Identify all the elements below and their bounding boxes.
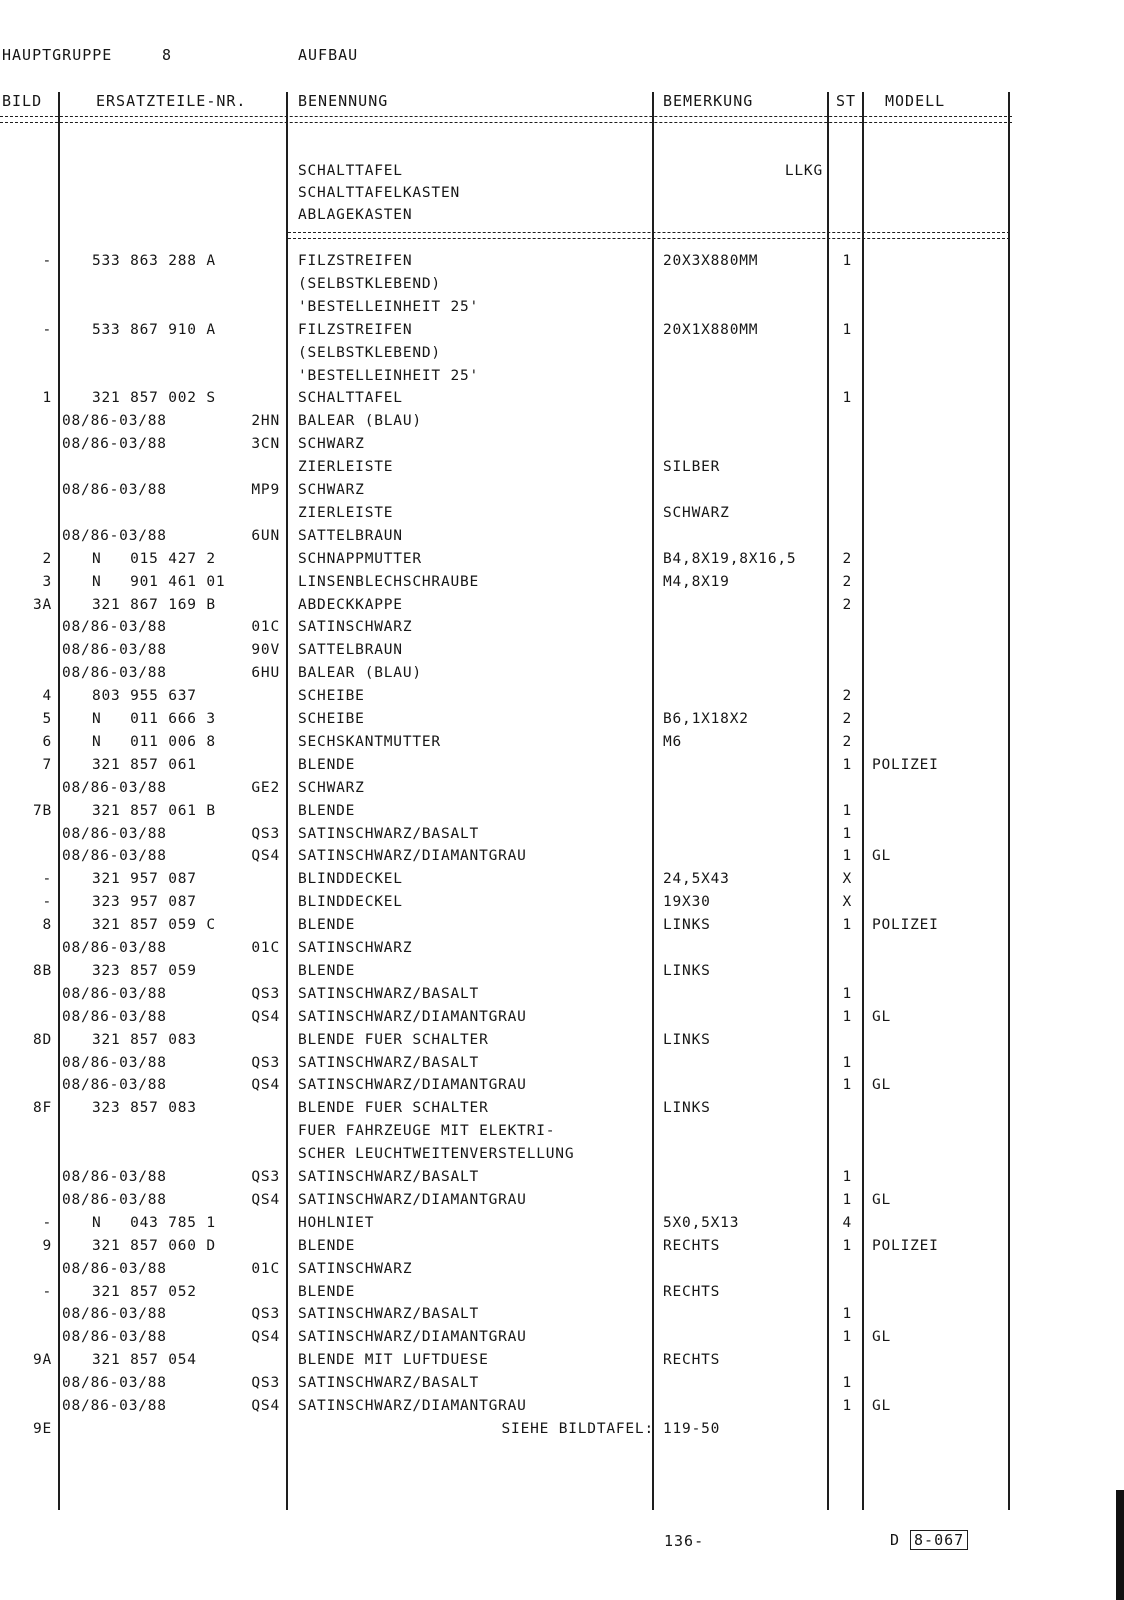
table-row (0, 571, 1124, 593)
remark: 5X0,5X13 (663, 1214, 740, 1231)
quantity: 2 (842, 711, 852, 727)
table-row (0, 1006, 1124, 1028)
designation: SCHALTTAFEL (298, 390, 403, 407)
designation: ZIERLEISTE (298, 504, 394, 521)
picture-number: 4 (42, 688, 52, 705)
designation: SATINSCHWARZ/BASALT (298, 1306, 480, 1323)
table-row (0, 983, 1124, 1005)
date-range: 08/86-03/88 (62, 825, 167, 842)
column-header-st: ST (836, 92, 857, 110)
part-number: 323 857 083 (92, 1100, 197, 1117)
date-range: 08/86-03/88 (62, 1398, 167, 1414)
remark: 19X30 (663, 894, 711, 911)
picture-number: 2 (42, 550, 52, 567)
part-number: N 011 666 3 (92, 711, 216, 727)
group-number: 8 (162, 46, 173, 64)
table-row (0, 937, 1124, 959)
quantity: 2 (842, 573, 852, 590)
date-range: 08/86-03/88 (62, 848, 167, 865)
date-range: 08/86-03/88 (62, 1191, 167, 1208)
part-number: 323 857 059 (92, 962, 197, 979)
table-row (0, 525, 1124, 547)
designation: SCHWARZ (298, 779, 365, 796)
date-range: 08/86-03/88 (62, 1375, 167, 1392)
table-row (0, 1258, 1124, 1280)
date-range: 08/86-03/88 (62, 1306, 167, 1323)
date-range: 08/86-03/88 (62, 413, 167, 430)
color-code: 01C (251, 619, 280, 636)
remark: B4,8X19,8X16,5 (663, 550, 797, 567)
color-code: 3CN (251, 436, 280, 453)
table-row (0, 1166, 1124, 1188)
model: POLIZEI (872, 917, 939, 934)
column-header-ersatzteil: ERSATZTEILE-NR. (96, 92, 247, 110)
table-row (0, 410, 1124, 432)
table-row (0, 548, 1124, 570)
part-number: 533 867 910 A (92, 321, 216, 338)
table-row (0, 1143, 1124, 1165)
column-header-benennung: BENENNUNG (298, 92, 389, 110)
quantity: 1 (842, 1398, 852, 1414)
quantity: 1 (842, 390, 852, 407)
model: GL (872, 1329, 892, 1346)
designation: SCHNAPPMUTTER (298, 550, 422, 567)
date-range: 08/86-03/88 (62, 482, 167, 498)
designation: SATINSCHWARZ/DIAMANTGRAU (298, 1008, 527, 1025)
designation: BLENDE FUER SCHALTER (298, 1031, 489, 1048)
designation: (SELBSTKLEBEND) (298, 275, 441, 292)
table-row (0, 1029, 1124, 1051)
section-title: SCHALTTAFELKASTEN (298, 185, 461, 201)
designation: FUER FAHRZEUGE MIT ELEKTRI- (298, 1123, 556, 1140)
table-row (0, 662, 1124, 684)
table-row (0, 296, 1124, 318)
scan-edge (1116, 1490, 1124, 1600)
table-row (0, 891, 1124, 913)
table-row (0, 250, 1124, 272)
model: GL (872, 1077, 892, 1094)
designation: SATINSCHWARZ (298, 1260, 413, 1277)
part-number: 321 857 061 (92, 756, 197, 773)
date-range: 08/86-03/88 (62, 642, 167, 659)
designation: BLENDE (298, 756, 356, 773)
date-range: 08/86-03/88 (62, 1260, 167, 1277)
quantity: 1 (842, 1054, 852, 1071)
designation: SATINSCHWARZ/DIAMANTGRAU (298, 1398, 527, 1414)
picture-number: - (42, 1214, 52, 1231)
designation: SCHEIBE (298, 711, 365, 727)
part-number: 321 857 002 S (92, 390, 216, 407)
table-row (0, 914, 1124, 936)
model: POLIZEI (872, 756, 939, 773)
designation: SATTELBRAUN (298, 642, 403, 659)
color-code: 6UN (251, 527, 280, 544)
date-range: 08/86-03/88 (62, 1329, 167, 1346)
designation: SATINSCHWARZ/BASALT (298, 1169, 480, 1185)
part-number: 803 955 637 (92, 688, 197, 705)
part-number: 321 857 059 C (92, 917, 216, 934)
date-range: 08/86-03/88 (62, 779, 167, 796)
designation: BLENDE FUER SCHALTER (298, 1100, 489, 1117)
designation: HOHLNIET (298, 1214, 375, 1231)
designation: SATINSCHWARZ (298, 619, 413, 636)
quantity: 1 (842, 802, 852, 819)
picture-number: 3 (42, 573, 52, 590)
model: GL (872, 848, 892, 865)
section-note: LLKG (784, 163, 823, 179)
designation: BLENDE MIT LUFTDUESE (298, 1352, 489, 1369)
color-code: QS4 (251, 848, 280, 865)
table-row (0, 1189, 1124, 1211)
date-range: 08/86-03/88 (62, 1169, 167, 1185)
table-row (0, 1235, 1124, 1257)
quantity: 1 (842, 848, 852, 865)
table-row (0, 800, 1124, 822)
remark: SILBER (663, 459, 721, 476)
color-code: QS3 (251, 1306, 280, 1323)
designation: BALEAR (BLAU) (298, 413, 422, 430)
quantity: 2 (842, 596, 852, 613)
table-row (0, 960, 1124, 982)
picture-number: 8 (42, 917, 52, 934)
color-code: 90V (251, 642, 280, 659)
color-code: 6HU (251, 665, 280, 682)
table-row (0, 387, 1124, 409)
remark: SCHWARZ (663, 504, 730, 521)
quantity: 1 (842, 1306, 852, 1323)
designation: SATINSCHWARZ/DIAMANTGRAU (298, 1191, 527, 1208)
table-row (0, 1074, 1124, 1096)
color-code: QS4 (251, 1398, 280, 1414)
model: GL (872, 1008, 892, 1025)
part-number: 321 957 087 (92, 871, 197, 888)
part-number: 321 867 169 B (92, 596, 216, 613)
designation: BLENDE (298, 1237, 356, 1254)
remark: RECHTS (663, 1352, 721, 1369)
picture-number: 7 (42, 756, 52, 773)
section-title: ABLAGEKASTEN (298, 207, 413, 223)
designation: BLENDE (298, 802, 356, 819)
model: POLIZEI (872, 1237, 939, 1254)
section-divider (288, 232, 1010, 239)
date-range: 08/86-03/88 (62, 619, 167, 636)
quantity: 1 (842, 1237, 852, 1254)
table-row (0, 365, 1124, 387)
quantity: X (842, 894, 852, 911)
model: GL (872, 1191, 892, 1208)
remark: RECHTS (663, 1237, 721, 1254)
model: GL (872, 1398, 892, 1414)
table-row (0, 1349, 1124, 1371)
table-row (0, 273, 1124, 295)
quantity: 1 (842, 321, 852, 338)
designation: SECHSKANTMUTTER (298, 733, 441, 750)
designation: SATINSCHWARZ/BASALT (298, 1054, 480, 1071)
quantity: 1 (842, 1169, 852, 1185)
part-number: 321 857 083 (92, 1031, 197, 1048)
part-number: 321 857 061 B (92, 802, 216, 819)
picture-number: - (42, 1283, 52, 1300)
picture-number: 9 (42, 1237, 52, 1254)
quantity: 4 (842, 1214, 852, 1231)
remark: M4,8X19 (663, 573, 730, 590)
table-row (0, 1097, 1124, 1119)
page-number: 136- (664, 1532, 705, 1550)
picture-number: 7B (32, 802, 52, 819)
table-row (0, 1052, 1124, 1074)
group-name: AUFBAU (298, 46, 359, 64)
quantity: 1 (842, 1191, 852, 1208)
color-code: QS3 (251, 825, 280, 842)
table-row (0, 1281, 1124, 1303)
table-row (0, 639, 1124, 661)
designation: 'BESTELLEINHEIT 25' (298, 367, 480, 384)
part-number: N 015 427 2 (92, 550, 216, 567)
designation: 'BESTELLEINHEIT 25' (298, 298, 480, 315)
remark: LINKS (663, 1031, 711, 1048)
date-range: 08/86-03/88 (62, 985, 167, 1002)
group-label: HAUPTGRUPPE (2, 46, 113, 64)
quantity: 1 (842, 1329, 852, 1346)
designation: SATINSCHWARZ/DIAMANTGRAU (298, 1077, 527, 1094)
designation: SCHEIBE (298, 688, 365, 705)
table-row (0, 1372, 1124, 1394)
part-number: N 043 785 1 (92, 1214, 216, 1231)
section-title: SCHALTTAFEL (298, 163, 403, 179)
designation: SATINSCHWARZ/BASALT (298, 1375, 480, 1392)
part-number: N 011 006 8 (92, 733, 216, 750)
table-row (0, 685, 1124, 707)
table-row (0, 342, 1124, 364)
color-code: QS4 (251, 1329, 280, 1346)
picture-number: 8B (32, 962, 52, 979)
quantity: 1 (842, 917, 852, 934)
picture-number: 8F (32, 1100, 52, 1117)
part-number: 321 857 060 D (92, 1237, 216, 1254)
color-code: GE2 (251, 779, 280, 796)
designation: FILZSTREIFEN (298, 253, 413, 269)
column-header-bemerkung: BEMERKUNG (663, 92, 754, 110)
picture-number: 3A (32, 596, 52, 613)
part-number: 321 857 052 (92, 1283, 197, 1300)
color-code: QS3 (251, 1054, 280, 1071)
color-code: 01C (251, 1260, 280, 1277)
table-row (0, 777, 1124, 799)
table-row (0, 731, 1124, 753)
column-header-modell: MODELL (885, 92, 946, 110)
designation: BALEAR (BLAU) (298, 665, 422, 682)
designation: SCHER LEUCHTWEITENVERSTELLUNG (298, 1146, 575, 1163)
designation: SATINSCHWARZ/BASALT (298, 825, 480, 842)
remark: 20X3X880MM (663, 253, 759, 269)
color-code: QS3 (251, 1375, 280, 1392)
table-row (0, 823, 1124, 845)
designation: SATTELBRAUN (298, 527, 403, 544)
color-code: MP9 (251, 482, 280, 498)
date-range: 08/86-03/88 (62, 436, 167, 453)
remark: LINKS (663, 962, 711, 979)
date-range: 08/86-03/88 (62, 665, 167, 682)
quantity: 2 (842, 550, 852, 567)
table-row (0, 1212, 1124, 1234)
designation: SATINSCHWARZ (298, 940, 413, 956)
designation: FILZSTREIFEN (298, 321, 413, 338)
table-row (0, 845, 1124, 867)
quantity: X (842, 871, 852, 888)
color-code: QS4 (251, 1077, 280, 1094)
color-code: QS4 (251, 1191, 280, 1208)
section-title-row (0, 160, 1124, 182)
designation: SCHWARZ (298, 436, 365, 453)
picture-number: - (42, 894, 52, 911)
table-row (0, 1395, 1124, 1417)
table-row (0, 1120, 1124, 1142)
page-reference (890, 1530, 968, 1550)
quantity: 2 (842, 688, 852, 705)
color-code: QS4 (251, 1008, 280, 1025)
quantity: 1 (842, 1008, 852, 1025)
part-number: 533 863 288 A (92, 253, 216, 269)
designation: SATINSCHWARZ/DIAMANTGRAU (298, 1329, 527, 1346)
quantity: 2 (842, 733, 852, 750)
color-code: QS3 (251, 1169, 280, 1185)
designation: ABDECKKAPPE (298, 596, 403, 613)
part-number: 323 957 087 (92, 894, 197, 911)
date-range: 08/86-03/88 (62, 940, 167, 956)
color-code: QS3 (251, 985, 280, 1002)
designation: ZIERLEISTE (298, 459, 394, 476)
quantity: 1 (842, 1375, 852, 1392)
designation: BLENDE (298, 917, 356, 934)
table-row (0, 708, 1124, 730)
table-row (0, 616, 1124, 638)
quantity: 1 (842, 825, 852, 842)
date-range: 08/86-03/88 (62, 527, 167, 544)
table-row (0, 1303, 1124, 1325)
date-range: 08/86-03/88 (62, 1054, 167, 1071)
designation: SATINSCHWARZ/DIAMANTGRAU (298, 848, 527, 865)
table-row (0, 1418, 1124, 1440)
language-code: D (890, 1531, 901, 1549)
table-row (0, 502, 1124, 524)
picture-number: 8D (32, 1031, 52, 1048)
picture-number: 9E (32, 1420, 52, 1437)
quantity: 1 (842, 253, 852, 269)
table-row (0, 754, 1124, 776)
date-range: 08/86-03/88 (62, 1077, 167, 1094)
section-title-row (0, 204, 1124, 226)
remark: LINKS (663, 917, 711, 934)
header-divider (0, 116, 1012, 123)
color-code: 01C (251, 940, 280, 956)
date-range: 08/86-03/88 (62, 1008, 167, 1025)
designation: SCHWARZ (298, 482, 365, 498)
designation: BLENDE (298, 1283, 356, 1300)
designation: BLINDDECKEL (298, 894, 403, 911)
section-title-row (0, 182, 1124, 204)
remark: 20X1X880MM (663, 321, 759, 338)
table-row (0, 433, 1124, 455)
picture-number: - (42, 321, 52, 338)
remark: B6,1X18X2 (663, 711, 749, 727)
part-number: 321 857 054 (92, 1352, 197, 1369)
picture-number: - (42, 871, 52, 888)
table-row (0, 479, 1124, 501)
quantity: 1 (842, 756, 852, 773)
picture-number: 1 (42, 390, 52, 407)
table-row (0, 456, 1124, 478)
table-row (0, 319, 1124, 341)
part-number: N 901 461 01 (92, 573, 226, 590)
see-reference: SIEHE BILDTAFEL: (501, 1420, 654, 1437)
picture-number: 9A (32, 1352, 52, 1369)
picture-number: 5 (42, 711, 52, 727)
designation: SATINSCHWARZ/BASALT (298, 985, 480, 1002)
remark: RECHTS (663, 1283, 721, 1300)
remark: M6 (663, 733, 683, 750)
designation: BLENDE (298, 962, 356, 979)
picture-number: - (42, 253, 52, 269)
table-row (0, 594, 1124, 616)
table-row (0, 868, 1124, 890)
designation: BLINDDECKEL (298, 871, 403, 888)
designation: (SELBSTKLEBEND) (298, 344, 441, 361)
color-code: 2HN (251, 413, 280, 430)
quantity: 1 (842, 985, 852, 1002)
remark: 119-50 (663, 1420, 721, 1437)
table-row (0, 1326, 1124, 1348)
page-code: 8-067 (910, 1530, 968, 1550)
remark: 24,5X43 (663, 871, 730, 888)
picture-number: 6 (42, 733, 52, 750)
designation: LINSENBLECHSCHRAUBE (298, 573, 480, 590)
remark: LINKS (663, 1100, 711, 1117)
column-header-bild: BILD (2, 92, 43, 110)
quantity: 1 (842, 1077, 852, 1094)
